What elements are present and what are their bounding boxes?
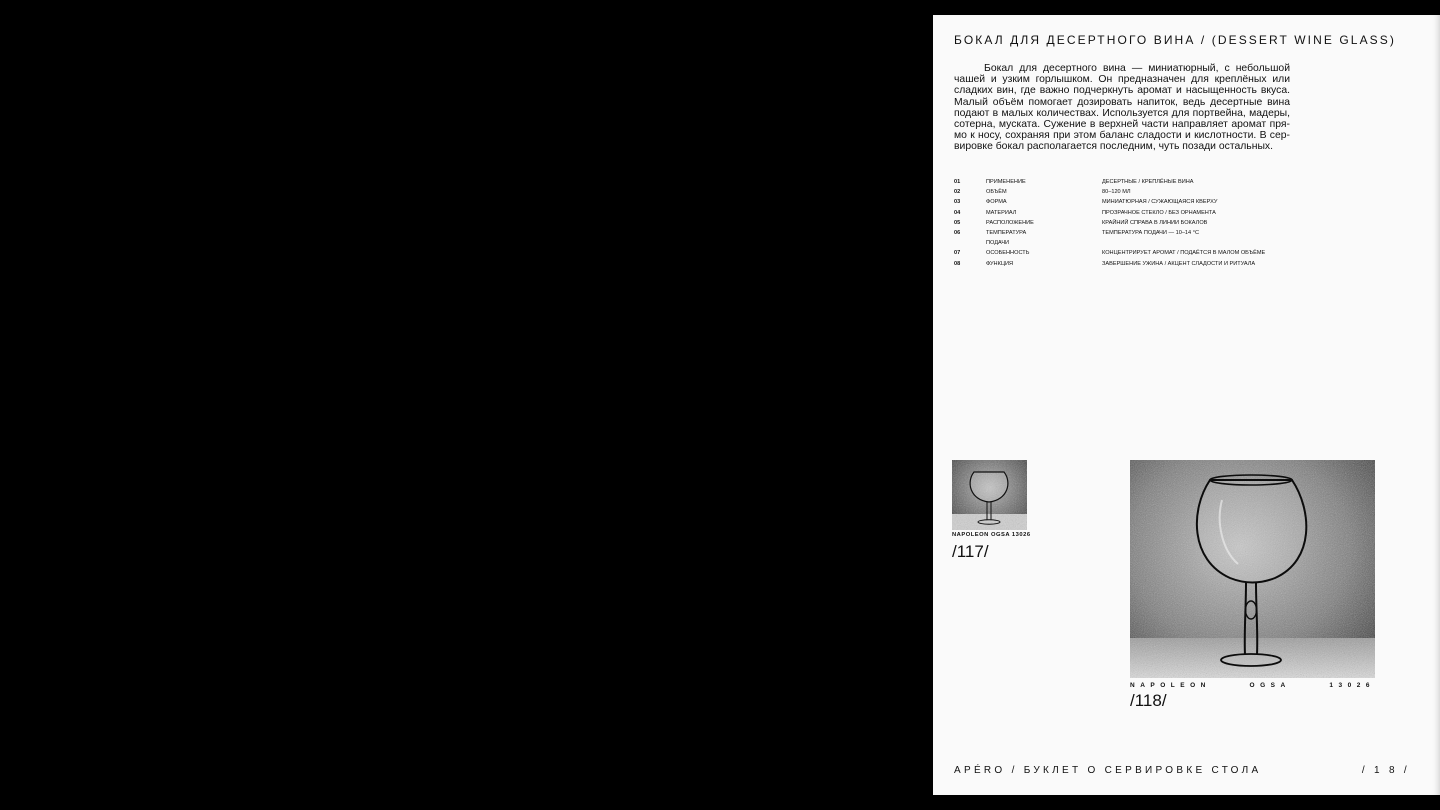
spec-label: ФОРМА — [986, 199, 1007, 206]
footer-booklet-title: APÉRO / БУКЛЕТ О СЕРВИРОВКЕ СТОЛА — [954, 765, 1262, 776]
spec-label: ПРИМЕНЕНИЕ — [986, 179, 1026, 185]
spec-value: КОНЦЕНТРИРУЕТ АРОМАТ / ПОДАЁТСЯ В МАЛОМ ОБЪЁМЕ — [1102, 250, 1266, 257]
spec-row — [954, 177, 1354, 187]
thumbnail-caption: NAPOLEON OGSA 13026 — [952, 532, 1031, 538]
glass-thumbnail-image — [952, 460, 1027, 530]
description-paragraph: Бокал для десертного вина — миниатюрный, с небольшой чашей и узким горлышком. Он предназначен для креплёных или сладких вин, где важно подчеркнуть аромат и насыщенность вкуса. Малый объём помогает дозировать напиток, ведь десертные вина подают в малых количествах. Используется для портвейна, мадеры, сотерна, муската. Сужение в верхней части направляет аромат пря-мо к носу, сохраняя при этом баланс сладости и кислотности. В сер-вировке бокал располагается последним, чуть позади остальных. — [954, 63, 1290, 153]
spec-value — [1102, 238, 1354, 248]
spec-number: 04 — [954, 209, 961, 216]
spec-number — [954, 238, 986, 248]
photo-caption — [1130, 682, 1375, 689]
spec-number: 03 — [954, 199, 961, 206]
booklet-page — [933, 15, 1440, 795]
spec-label: ПОДАЧИ — [986, 240, 1010, 247]
spec-label: ОСОБЕННОСТЬ — [986, 250, 1030, 257]
footer-page-number: / 1 8 / — [1361, 765, 1410, 776]
spec-number: 06 — [954, 230, 961, 237]
spec-row — [954, 228, 1354, 238]
spec-number: 07 — [954, 250, 961, 257]
spec-row — [954, 187, 1354, 197]
spec-value: ТЕМПЕРАТУРА ПОДАЧИ — 10–14 °С — [1102, 230, 1199, 237]
spec-table — [954, 177, 1354, 269]
photo-caption-code: 13026 — [1329, 682, 1375, 689]
glass-photo-image — [1130, 460, 1375, 678]
spec-row — [954, 208, 1354, 218]
spec-value: ЗАВЕРШЕНИЕ УЖИНА / АКЦЕНТ СЛАДОСТИ И РИТУАЛА — [1102, 260, 1256, 267]
spec-value: КРАЙНИЙ СПРАВА В ЛИНИИ БОКАЛОВ — [1102, 219, 1208, 226]
photo-caption-model: NAPOLEON — [1130, 682, 1211, 689]
spec-number: 05 — [954, 219, 961, 226]
spec-row — [954, 248, 1354, 258]
spec-row — [954, 197, 1354, 207]
page-title: БОКАЛ ДЛЯ ДЕСЕРТНОГО ВИНА / (DESSERT WINE GLASS) — [954, 33, 1396, 47]
spec-number: 08 — [954, 260, 961, 267]
spec-row — [954, 238, 1354, 248]
spec-label: ТЕМПЕРАТУРА — [986, 230, 1027, 237]
spec-number: 02 — [954, 189, 961, 196]
spec-value: ПРОЗРАЧНОЕ СТЕКЛО / БЕЗ ОРНАМЕНТА — [1102, 209, 1216, 216]
spec-label: ОБЪЁМ — [986, 189, 1007, 196]
spec-label: РАСПОЛОЖЕНИЕ — [986, 219, 1034, 226]
spec-value: 80–120 МЛ — [1102, 189, 1131, 196]
thumbnail-figure-number: /117/ — [952, 542, 989, 561]
spec-value: МИНИАТЮРНАЯ / СУЖАЮЩАЯСЯ КВЕРХУ — [1102, 199, 1218, 206]
photo-caption-maker: OGSA — [1249, 682, 1291, 689]
spec-row — [954, 259, 1354, 269]
spec-label: МАТЕРИАЛ — [986, 209, 1017, 216]
spec-number: 01 — [954, 179, 961, 185]
spec-row — [954, 218, 1354, 228]
spec-value: ДЕСЕРТНЫЕ / КРЕПЛЁНЫЕ ВИНА — [1102, 179, 1194, 185]
photo-figure-number: /118/ — [1130, 691, 1167, 710]
spec-label: ФУНКЦИЯ — [986, 260, 1014, 267]
